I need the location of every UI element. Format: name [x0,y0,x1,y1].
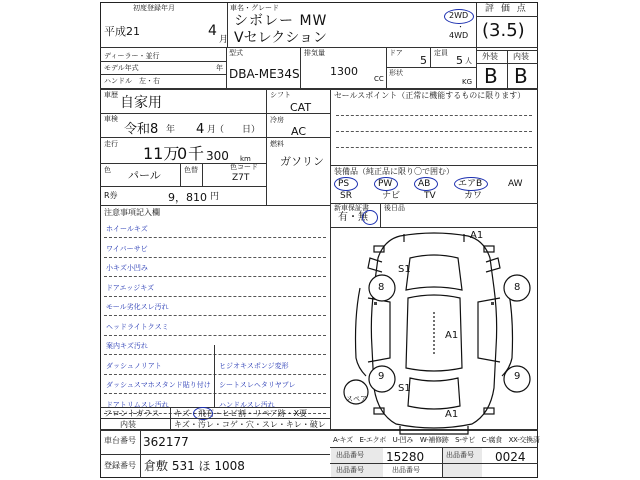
divider [386,67,476,68]
equipment-item: PW [378,179,393,189]
registration-month: 4 [208,23,217,39]
note-line [104,393,326,394]
notes-title: 注意事項記入欄 [104,208,160,217]
manual-selected-circle [362,210,378,225]
interior-label: 内装 [513,52,529,61]
note-line [104,354,326,355]
damage-mark: A1 [445,330,459,341]
inspection-year-unit: 年 [166,125,176,135]
mileage-man: 11万 [143,144,180,163]
maintenance-label: 後日品 [384,204,405,212]
car-damage-diagram [330,228,538,436]
note-item: ダッシュスマホスタンド貼り付け [106,381,211,389]
equipment-item: AB [418,179,431,189]
divider [226,47,227,88]
body-no-label: 車台番号 [104,436,136,445]
weight-unit: KG [462,78,473,86]
doors: 5 [420,54,427,67]
divider [266,113,330,114]
divider [330,463,538,464]
exhibitor-label: 出品番号 [336,451,364,459]
body-no: 362177 [143,435,189,449]
car-name-label: 車名・グレード [230,4,279,12]
color-replace-label: 色替 [184,166,198,174]
damage-mark: S1 [398,383,411,394]
equipment-item: ナビ [382,191,401,201]
exhibitor-no: 15280 [386,450,425,464]
exterior-grade: B [484,64,498,88]
inspection-label: 車検 [104,115,118,123]
note-item: シートスレヘタリヤブレ [219,381,296,389]
model-year-label: モデル年式 [104,64,139,72]
capacity-label: 定員 [434,49,448,57]
lot-label: 出品番号 [446,451,474,459]
note-line [104,257,326,258]
equipment-item: カワ [464,191,483,201]
color: パール [128,169,161,182]
month-unit: 月 [219,35,229,45]
reg-no: 倉敷 531 ほ 1008 [144,459,245,473]
divider [100,137,266,138]
capacity-unit: 人 [465,57,472,65]
note-line [104,374,326,375]
car-name: シボレー MW [234,13,328,29]
recycle-value: 9，810 [168,191,207,204]
registration-label: 初度登録年月 [133,4,175,12]
interior-note-label: 内装 [120,420,136,429]
exterior-label: 外装 [482,52,498,61]
eval-label: 評 価 点 [485,4,528,14]
damage-mark: 9 [378,371,385,382]
equipment-item: SR [340,191,352,201]
sales-point-line [336,115,532,116]
drive-dot: ・ [457,23,464,31]
registration-era: 平成21 [104,25,140,38]
divider [100,113,266,114]
damage-mark: 8 [514,282,521,293]
front-glass-label: フロントガラス [104,409,160,418]
mileage-label: 走行 [104,140,118,148]
shift: CAT [290,101,312,114]
reg-no-label: 登録番号 [104,461,136,470]
equipment-item: TV [424,191,436,201]
equipment-selected-circle [414,177,438,191]
footer-small-note: 出品番号 出品番号 [336,466,420,474]
inspection-era: 令和8 [124,122,159,137]
shift-label: シフト [270,91,291,99]
note-item: ヒジオキスポンジ変形 [219,361,289,370]
equipment-item: AW [508,179,523,189]
fuel-label: 燃料 [270,140,284,148]
equipment-selected-circle [454,177,488,191]
divider [507,50,508,88]
note-item: ホイールキズ [106,225,148,233]
note-line [104,296,326,297]
note-item: 案内キズ汚れ [106,342,148,350]
drive-4wd: 4WD [449,31,469,40]
sales-point-line [336,147,532,148]
divider [266,137,330,138]
damage-mark: S1 [398,264,411,275]
note-item: 小キズ小凹み [106,264,148,272]
divider [266,88,267,205]
manual-label: 新車保証書 [334,204,369,212]
divider [100,47,538,48]
handle-label: ハンドル 左・右 [104,77,160,85]
manual-options: 有・無 [338,212,368,223]
equipment-title: 装備品（純正品に限り〇で囲む） [334,167,454,176]
divider [227,3,228,47]
divider [476,16,538,17]
divider [330,165,538,166]
usage-label: 車歴 [104,91,118,99]
note-item: ワイパーサビ [106,244,148,253]
note-line [104,335,326,336]
equipment-item: エアB [458,179,483,189]
color-label: 色 [104,166,111,174]
mileage-zero: 0 [177,144,188,163]
drive-2wd: 2WD [449,11,469,20]
aircon: AC [291,125,307,138]
equipment-item: PS [338,179,350,189]
note-item: ドアエッジキズ [106,283,155,292]
mileage-rest: 300 [206,149,229,163]
usage: 自家用 [120,95,162,111]
recycle-label: R券 [104,191,118,200]
damage-mark: 9 [514,371,521,382]
note-line [104,315,326,316]
color-code: Z7T [232,173,250,183]
damage-mark: A1 [445,409,459,420]
aircon-label: 冷房 [270,116,284,124]
divider [180,163,181,186]
mileage-unit: km [240,155,251,163]
displacement-unit: CC [374,75,384,83]
model-type: DBA-ME34S [229,67,300,81]
inspection-day: （ 日） [215,125,261,135]
note-line [104,276,326,277]
color-code-label: 色コード [230,163,258,171]
sales-point-title: セールスポイント（正常に機能するものに限ります） [334,91,526,100]
shape-label: 形状 [389,69,403,77]
car-grade: Vセレクション [234,30,328,46]
front-glass-text: キズ・飛石・ヒビ割・リペア跡・X要 [174,409,308,418]
note-line [104,237,326,238]
note-item: モール劣化スレ汚れ [106,303,169,311]
divider [100,418,330,419]
note-item: ヘッドライトクスミ [106,322,169,331]
recycle-unit: 円 [210,192,220,202]
divider [100,205,330,206]
damage-legend: A-キズ E-エクボ U-凹み W-補修跡 S-サビ C-腐食 XX-交換済 [333,436,540,444]
note-item: ドアトリムスレ汚れ [106,400,169,409]
interior-grade: B [514,64,528,88]
displacement: 1300 [330,65,358,78]
equipment-selected-circle [374,177,398,191]
divider [380,203,381,227]
sales-point-line [336,131,532,132]
divider [214,345,215,407]
equipment-selected-circle [334,177,358,191]
doors-label: ドア [389,49,403,57]
divider [100,74,226,75]
capacity: 5 [456,54,463,67]
inspection-month-unit: 月 [207,125,217,135]
mileage-sen: 千 [188,144,205,163]
lot-no: 0024 [495,450,526,464]
interior-note-text: キズ・汚レ・コゲ・穴・スレ・キレ・破レ [174,420,326,429]
divider [100,61,226,62]
divider [430,47,431,67]
divider [100,186,266,187]
spare-label: スペア [346,395,367,403]
model-type-label: 型式 [229,49,243,57]
model-year-mark: 年 [216,64,223,72]
eval-score: (3.5) [482,20,525,41]
displacement-label: 排気量 [304,49,325,57]
divider [100,454,330,455]
divider [300,47,301,88]
inspection-month: 4 [196,122,205,137]
note-item: ダッシュノリアト [106,361,162,370]
dealer-label: ディーラー・並行 [104,52,160,60]
damage-mark: 8 [378,282,385,293]
divider [100,407,330,408]
note-item: ハンドルスレ汚れ [219,400,275,409]
fuel: ガソリン [280,155,324,168]
damage-mark: A1 [470,230,484,241]
divider [202,163,203,186]
